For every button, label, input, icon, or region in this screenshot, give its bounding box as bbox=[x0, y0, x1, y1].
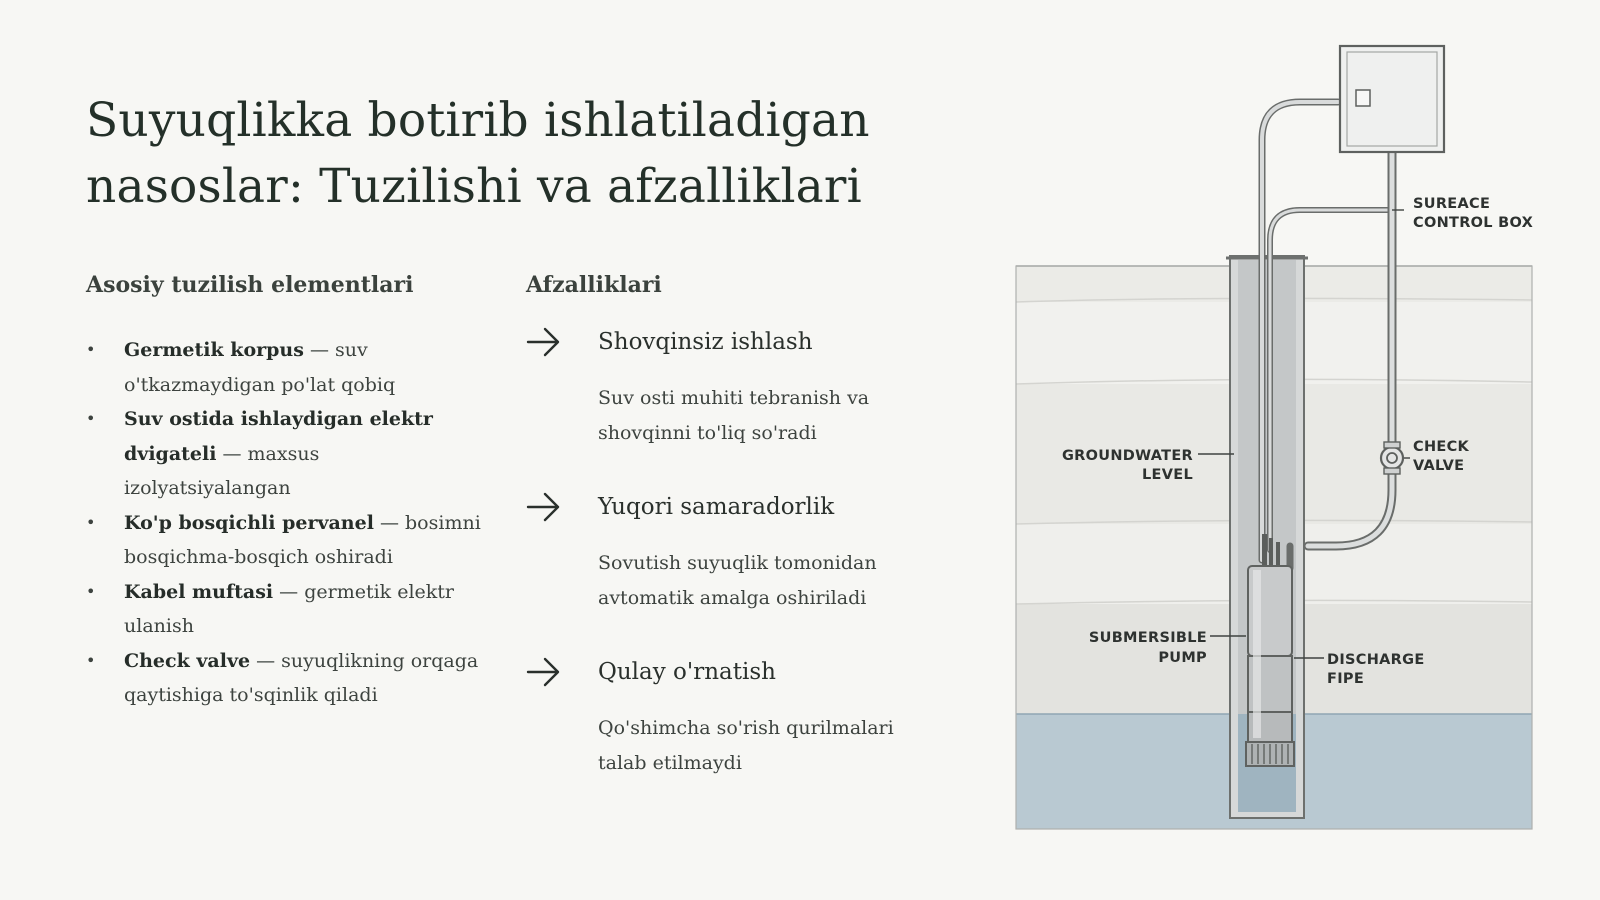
item-description: — suyuqlikning orqaga qaytishiga to'sqinlik qiladi bbox=[124, 649, 479, 706]
advantage-title: Qulay o'rnatish bbox=[598, 659, 776, 685]
page-title bbox=[86, 88, 946, 220]
title-line-1: Suyuqlikka botirib ishlatiladigan bbox=[86, 93, 870, 148]
item-term: Germetik korpus bbox=[124, 339, 304, 361]
list-item bbox=[86, 402, 486, 506]
arrow-right-icon bbox=[526, 655, 562, 689]
item-term: Ko'p bosqichli pervanel bbox=[124, 511, 374, 534]
item-description: — suv o'tkazmaydigan po'lat qobiq bbox=[124, 339, 396, 396]
discharge-pipe-label: FIPE bbox=[1327, 671, 1365, 687]
submersible-pump-label: PUMP bbox=[1158, 650, 1207, 666]
control-box-icon bbox=[1340, 46, 1444, 152]
pump-diagram bbox=[1000, 30, 1580, 860]
bullet-icon: • bbox=[86, 650, 96, 670]
list-item bbox=[86, 506, 486, 575]
surface-control-box-label: CONTROL BOX bbox=[1413, 215, 1534, 231]
structure-heading: Asosiy tuzilish elementlari bbox=[86, 272, 414, 298]
advantage-text: Suv osti muhiti tebranish va shovqinni to'liq so'radi bbox=[598, 387, 870, 444]
item-description: — germetik elektr ulanish bbox=[124, 580, 455, 637]
submersible-pump-icon bbox=[1246, 534, 1294, 766]
check-valve-label: VALVE bbox=[1413, 458, 1465, 474]
advantage-text: Qo'shimcha so'rish qurilmalari talab etilmaydi bbox=[598, 717, 894, 774]
pump-diagram-svg bbox=[1000, 30, 1580, 860]
groundwater-level-label: LEVEL bbox=[1141, 467, 1193, 483]
list-item bbox=[86, 575, 486, 644]
item-description: — maxsus izolyatsiyalangan bbox=[124, 442, 320, 499]
item-term: Check valve bbox=[124, 649, 251, 672]
bullet-icon: • bbox=[86, 512, 96, 532]
arrow-right-icon bbox=[526, 325, 562, 359]
check-valve-icon bbox=[1381, 442, 1403, 474]
surface-control-box-label: SUREACE bbox=[1413, 196, 1491, 212]
groundwater-level-label: GROUNDWATER bbox=[1061, 448, 1193, 464]
submersible-pump-label: SUBMERSIBLE bbox=[1088, 630, 1207, 646]
list-item bbox=[86, 644, 486, 713]
bullet-icon: • bbox=[86, 409, 96, 428]
item-term: Kabel muftasi bbox=[124, 580, 274, 603]
advantage-text: Sovutish suyuqlik tomonidan avtomatik amalga oshiriladi bbox=[598, 552, 877, 609]
item-description: — bosimni bosqichma-bosqich oshiradi bbox=[124, 511, 481, 568]
check-valve-label: CHECK bbox=[1413, 439, 1470, 455]
structure-list bbox=[86, 333, 486, 713]
item-term: Suv ostida ishlaydigan elektr dvigateli bbox=[124, 408, 433, 465]
title-line-2: nasoslar: Tuzilishi va afzalliklari bbox=[86, 159, 862, 214]
bullet-icon: • bbox=[86, 340, 96, 359]
advantage-title: Shovqinsiz ishlash bbox=[598, 329, 813, 355]
bullet-icon: • bbox=[86, 581, 96, 601]
advantage-title: Yuqori samaradorlik bbox=[598, 494, 835, 520]
advantages-heading: Afzalliklari bbox=[526, 272, 662, 298]
list-item bbox=[86, 333, 486, 402]
arrow-right-icon bbox=[526, 490, 562, 524]
discharge-pipe-label: DISCHARGE bbox=[1327, 652, 1425, 668]
